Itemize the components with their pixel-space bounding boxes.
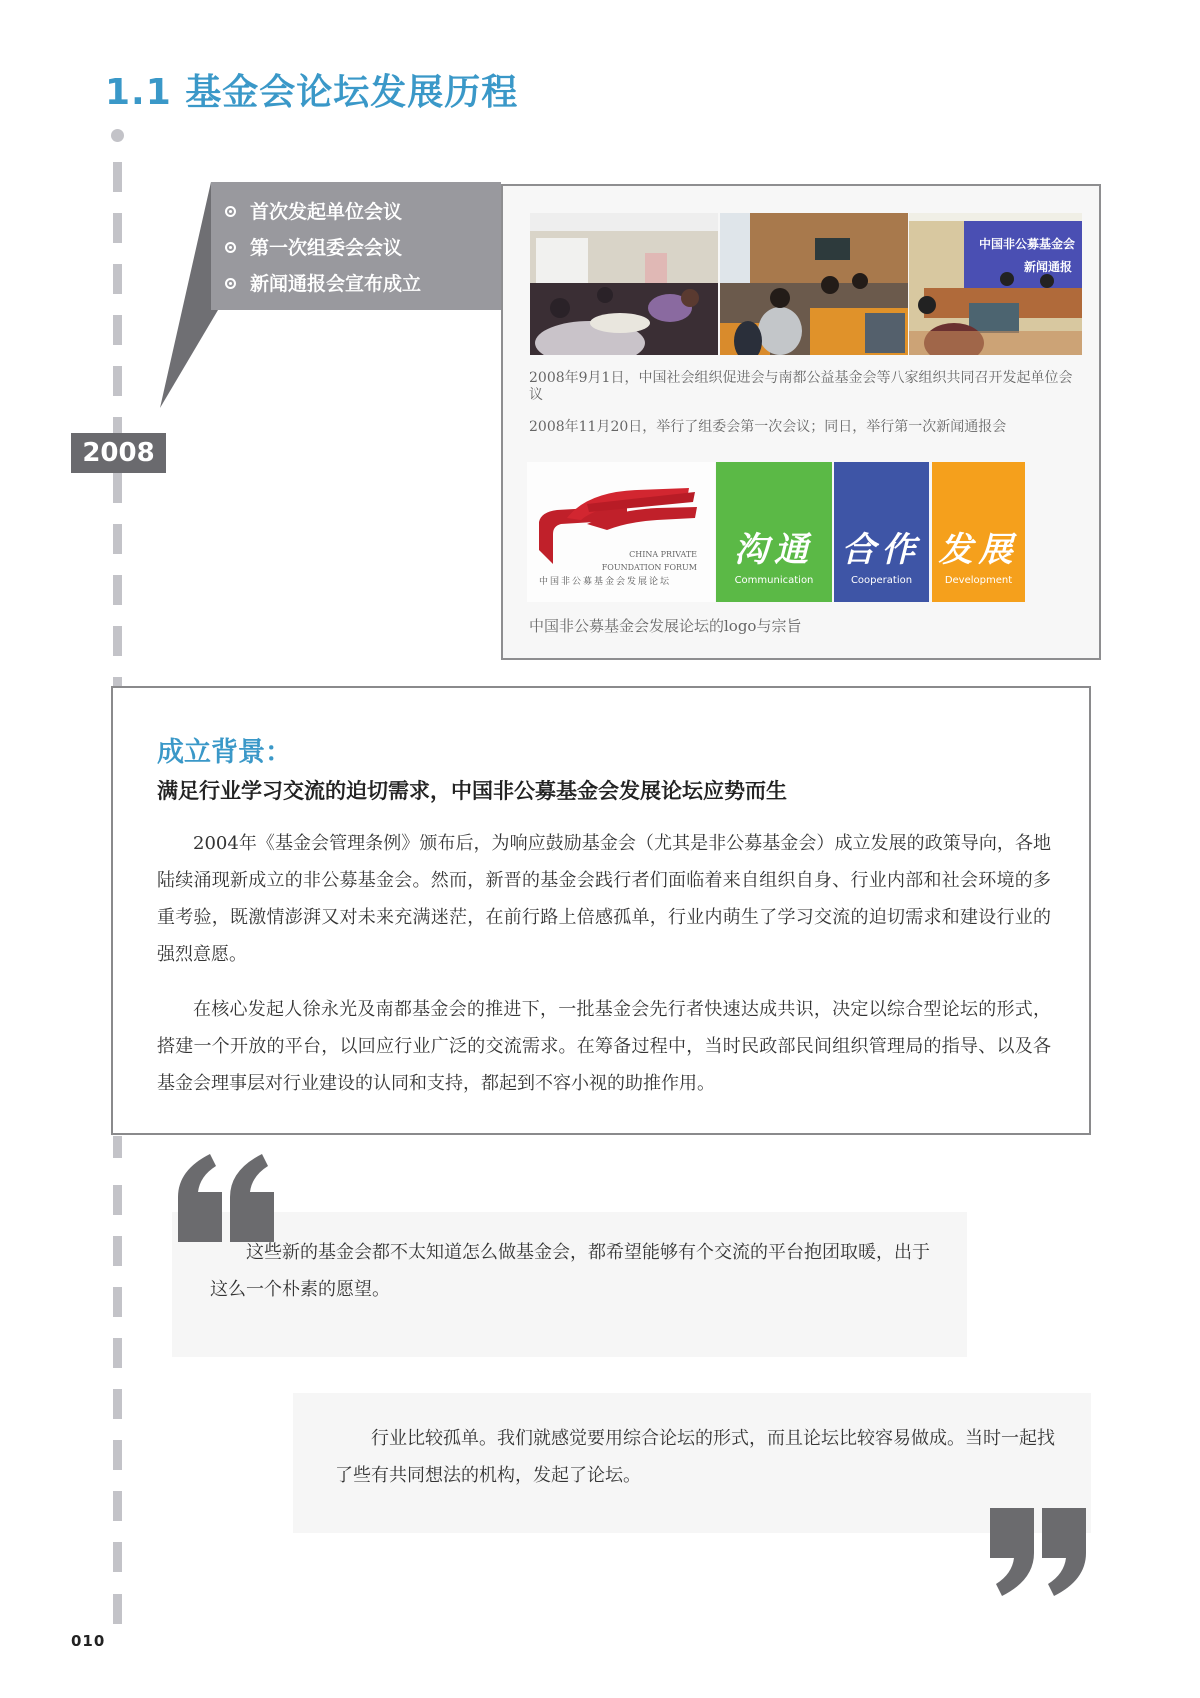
section-label: 成立背景： — [157, 737, 292, 768]
close-quote-icon — [990, 1508, 1088, 1598]
timeline-dash — [113, 1491, 122, 1521]
timeline-event-list — [225, 194, 421, 302]
timeline-dash — [113, 315, 122, 345]
meeting-photo-2 — [720, 213, 908, 355]
callout-pointer — [158, 182, 218, 408]
timeline-start-dot — [111, 129, 124, 142]
timeline-dash — [113, 1440, 122, 1470]
timeline-dash — [113, 1236, 122, 1266]
timeline-dash — [113, 575, 122, 605]
tenet-tile-communication: 沟通 Communication — [716, 462, 832, 602]
svg-text:CHINA PRIVATE: CHINA PRIVATE — [629, 550, 697, 559]
meeting-photo-1 — [530, 213, 718, 355]
quote-text: 这些新的基金会都不太知道怎么做基金会，都希望能够有个交流的平台抱团取暖，出于这么一个朴素的愿望。 — [210, 1242, 930, 1300]
photo-caption-1: 2008年9月1日，中国社会组织促进会与南都公益基金会等八家组织共同召开发起单位会议 — [529, 370, 1073, 403]
photo-caption-2: 2008年11月20日，举行了组委会第一次会议；同日，举行第一次新闻通报会 — [529, 419, 1007, 435]
svg-text:中国非公募基金会发展论坛: 中国非公募基金会发展论坛 — [539, 577, 672, 587]
timeline-dash — [113, 626, 122, 656]
timeline-dash — [113, 213, 122, 243]
timeline-dash — [113, 1185, 122, 1215]
circle-dot-icon — [225, 278, 236, 289]
body-paragraph: 2004年《基金会管理条例》颁布后，为响应鼓励基金会（尤其是非公募基金会）成立发展的政策导向，各地陆续涌现新成立的非公募基金会。然而，新晋的基金会践行者们面临着来自组织自身、行业内部和社会环境的多重考验，既激情澎湃又对未来充满迷茫，在前行路上倍感孤单，行业内萌生了学习交流的迫切需求和建设行业的强烈意愿。 — [157, 833, 1051, 965]
timeline-dash — [113, 366, 122, 396]
press-conference-photo — [909, 213, 1082, 355]
body-paragraph: 在核心发起人徐永光及南都基金会的推进下，一批基金会先行者快速达成共识，决定以综合型论坛的形式，搭建一个开放的平台，以回应行业广泛的交流需求。在筹备过程中，当时民政部民间组织管理局的指导、以及各基金会理事层对行业建设的认同和支持，都起到不容小视的助推作用。 — [157, 999, 1051, 1094]
section-subtitle: 满足行业学习交流的迫切需求，中国非公募基金会发展论坛应势而生 — [157, 779, 787, 803]
open-quote-icon — [178, 1152, 278, 1242]
circle-dot-icon — [225, 206, 236, 217]
page-title: 1.1 基金会论坛发展历程 — [105, 72, 519, 113]
timeline-dash — [113, 264, 122, 294]
timeline-dash — [113, 1136, 122, 1158]
forum-logo — [527, 462, 715, 602]
timeline-dash — [113, 473, 122, 503]
timeline-dash — [113, 1338, 122, 1368]
timeline-dash — [113, 1594, 122, 1624]
timeline-event: 第一次组委会会议 — [225, 230, 421, 266]
timeline-dash — [113, 1287, 122, 1317]
timeline-dash — [113, 1389, 122, 1419]
svg-text:新闻通报: 新闻通报 — [1024, 260, 1073, 274]
year-badge: 2008 — [71, 433, 166, 473]
page-number: 010 — [71, 1632, 106, 1650]
svg-text:FOUNDATION FORUM: FOUNDATION FORUM — [601, 563, 697, 572]
timeline-dash — [113, 162, 122, 192]
timeline-dash — [113, 1542, 122, 1572]
tenet-tile-cooperation: 合作 Cooperation — [834, 462, 929, 602]
quote-text: 行业比较孤单。我们就感觉要用综合论坛的形式，而且论坛比较容易做成。当时一起找了些有共同想法的机构，发起了论坛。 — [335, 1428, 1055, 1486]
timeline-dash — [113, 524, 122, 554]
tenet-tile-development: 发展 Development — [932, 462, 1025, 602]
svg-text:中国非公募基金会: 中国非公募基金会 — [979, 237, 1076, 251]
timeline-dash — [113, 417, 122, 433]
timeline-event: 新闻通报会宣布成立 — [225, 266, 421, 302]
logo-caption: 中国非公募基金会发展论坛的logo与宗旨 — [529, 617, 802, 635]
timeline-event: 首次发起单位会议 — [225, 194, 421, 230]
circle-dot-icon — [225, 242, 236, 253]
